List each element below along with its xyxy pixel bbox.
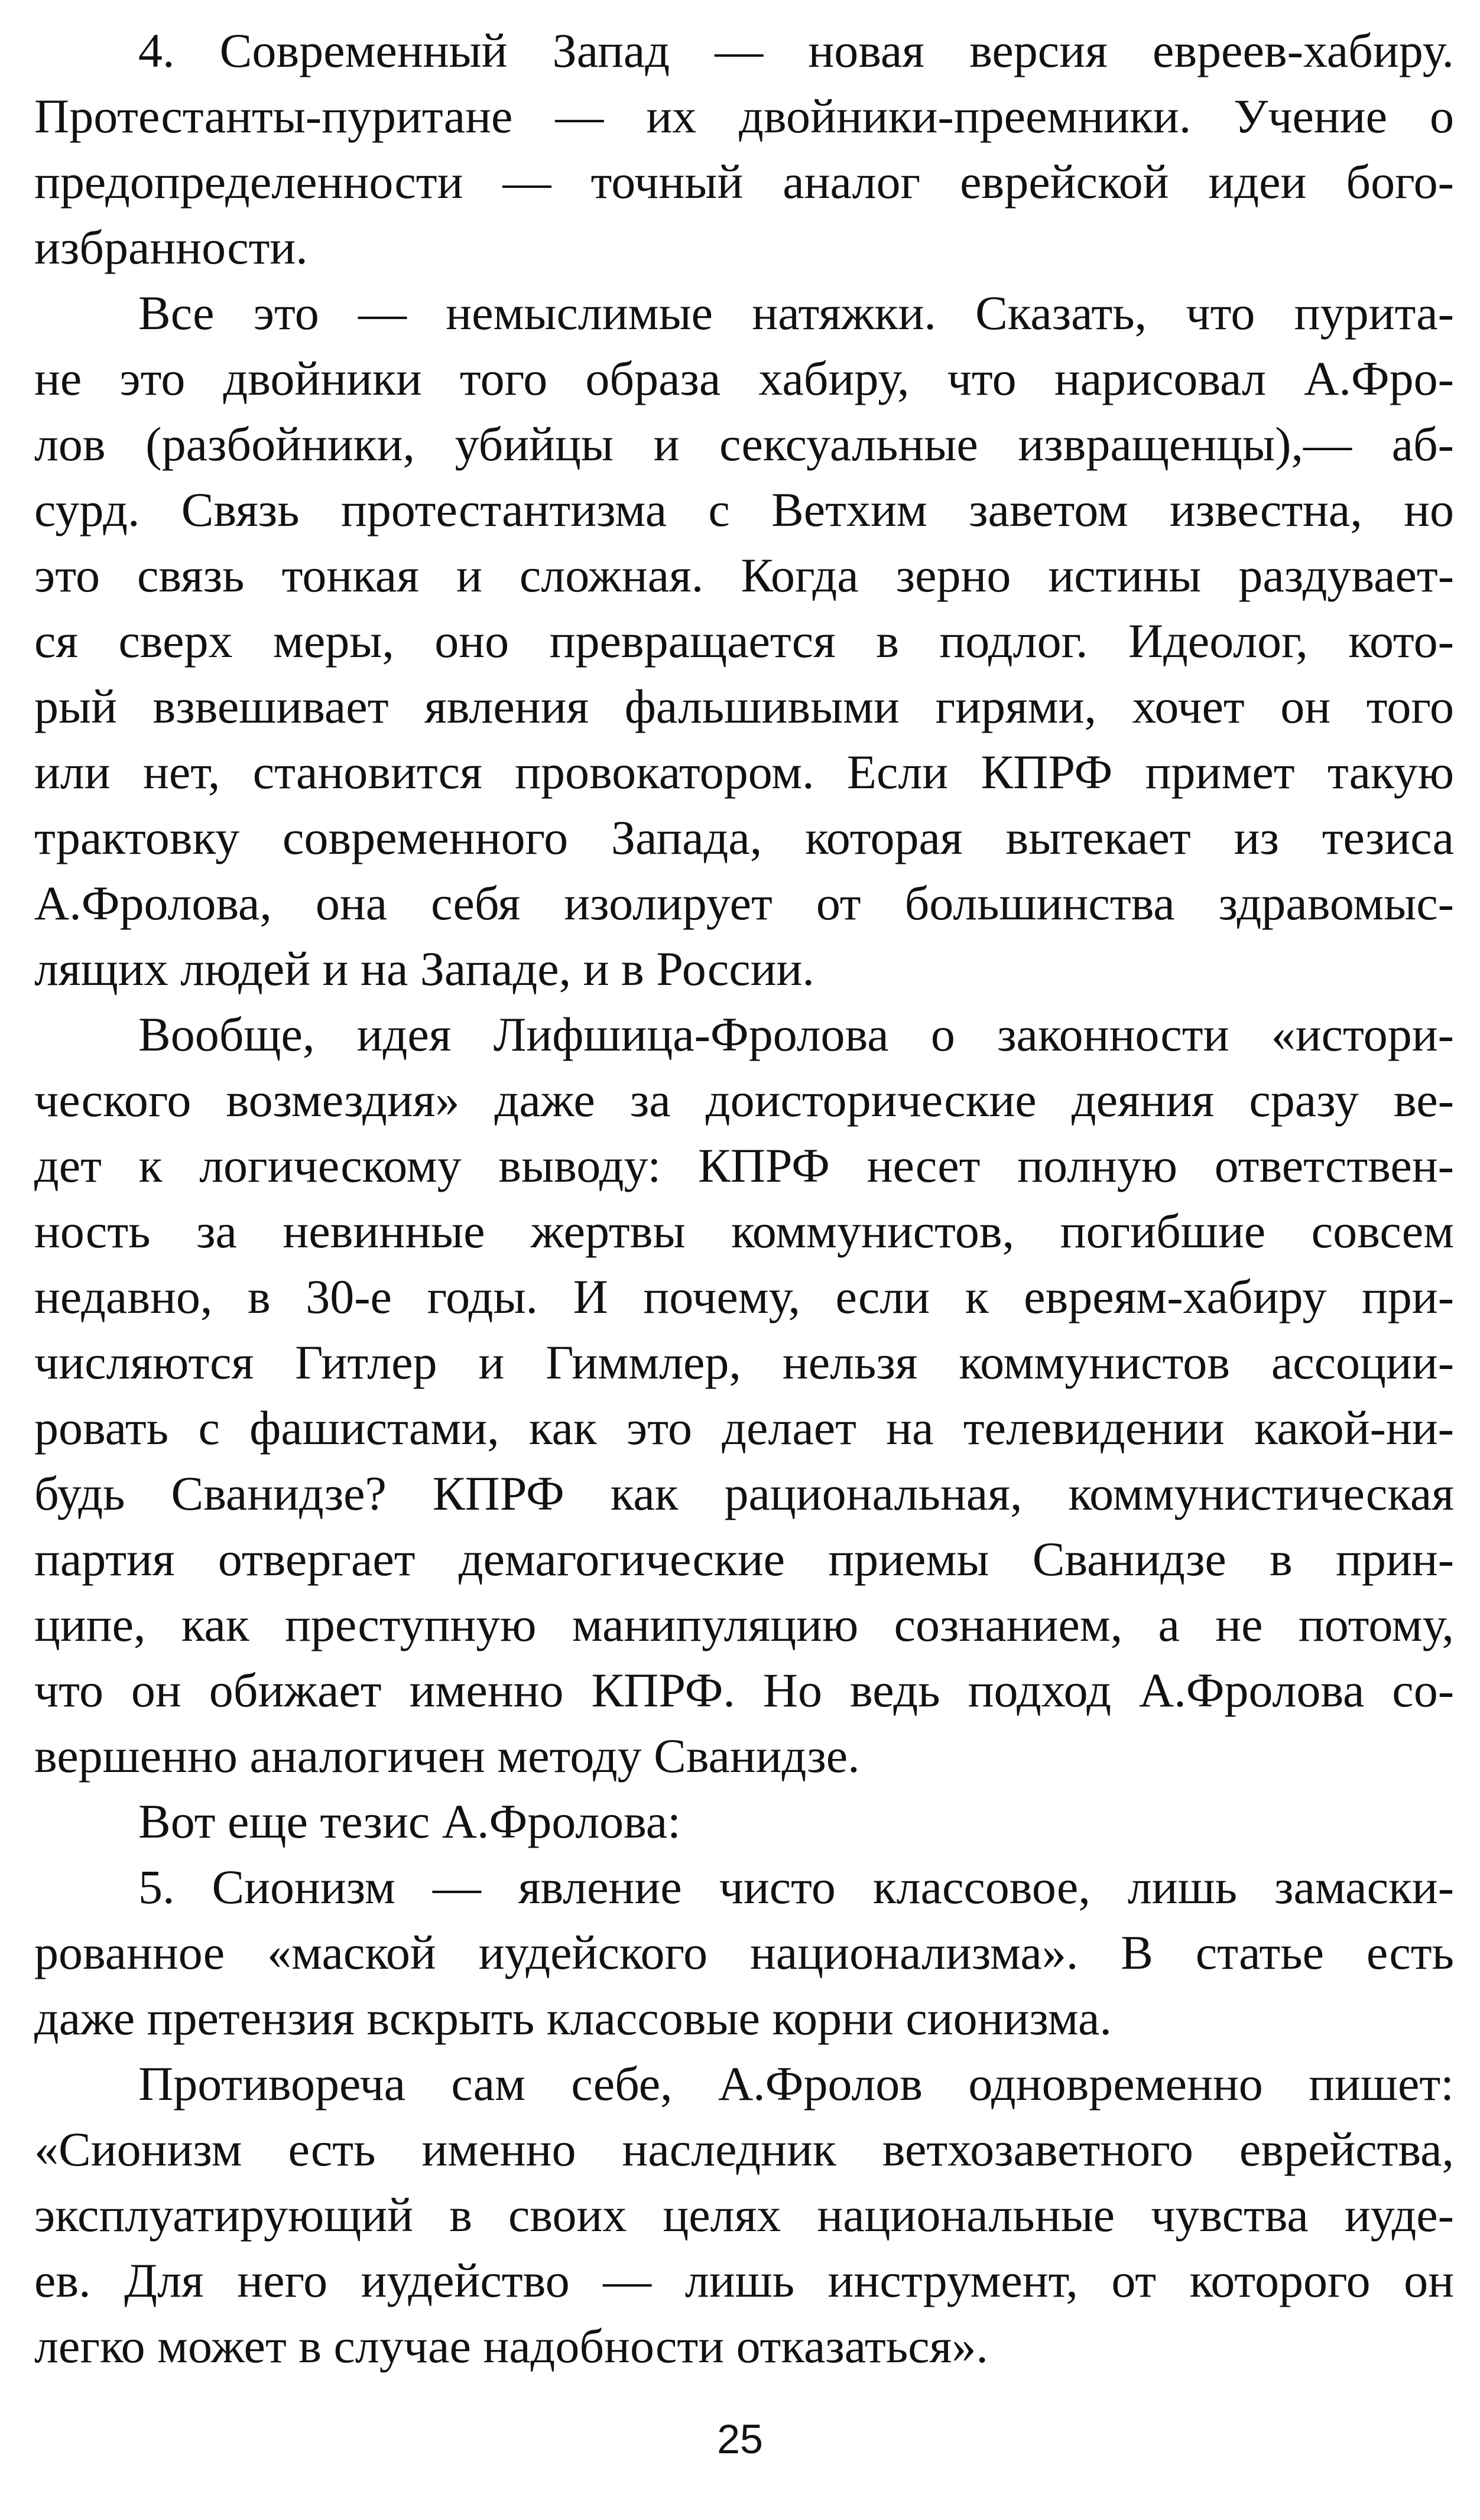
- paragraph: [34, 280, 1454, 1002]
- text-line: дет к логическому выводу: КПРФ несет полную ответствен-: [34, 1139, 1454, 1192]
- book-page: [34, 18, 1454, 2379]
- text-line: Все это — немыслимые натяжки. Сказать, что пурита-: [138, 286, 1454, 340]
- text-line: числяются Гитлер и Гиммлер, нельзя коммунистов ассоции-: [34, 1335, 1454, 1389]
- text-line: предопределенности — точный аналог еврейской идеи бого-: [34, 155, 1454, 209]
- text-line: А.Фролова, она себя изолирует от большинства здравомыс-: [34, 876, 1454, 930]
- text-line: вершенно аналогичен методу Сванидзе.: [34, 1729, 860, 1783]
- text-line: лящих людей и на Западе, и в России.: [34, 942, 814, 996]
- text-line: ческого возмездия» даже за доисторические деяния сразу ве-: [34, 1073, 1454, 1127]
- text-line: рый взвешивает явления фальшивыми гирями, хочет он того: [34, 679, 1454, 733]
- text-line: «Сионизм есть именно наследник ветхозаветного еврейства,: [34, 2122, 1454, 2176]
- text-line: ровать с фашистами, как это делает на телевидении какой-ни-: [34, 1401, 1454, 1455]
- text-line: ся сверх меры, оно превращается в подлог. Идеолог, кото-: [34, 614, 1454, 668]
- paragraph: [34, 2051, 1454, 2379]
- text-line: Противореча сам себе, А.Фролов одновременно пишет:: [138, 2057, 1454, 2111]
- text-line: Вообще, идея Лифшица-Фролова о законности «истори-: [138, 1007, 1454, 1061]
- text-line: ципе, как преступную манипуляцию сознанием, а не потому,: [34, 1598, 1454, 1651]
- text-line: будь Сванидзе? КПРФ как рациональная, коммунистическая: [34, 1467, 1454, 1520]
- text-line: даже претензия вскрыть классовые корни сионизма.: [34, 1991, 1112, 2045]
- text-line: 5. Сионизм — явление чисто классовое, лишь замаски-: [138, 1860, 1454, 1914]
- page-number: 25: [717, 2416, 763, 2462]
- text-line: 4. Современный Запад — новая версия евреев-хабиру.: [138, 24, 1454, 77]
- text-line: эксплуатирующий в своих целях национальные чувства иуде-: [34, 2188, 1454, 2242]
- paragraph: [34, 18, 1454, 280]
- text-line: не это двойники того образа хабиру, что нарисовал А.Фро-: [34, 352, 1454, 405]
- text-line: партия отвергает демагогические приемы Сванидзе в прин-: [34, 1532, 1454, 1586]
- text-line: рованное «маской иудейского национализма». В статье есть: [34, 1926, 1454, 1979]
- text-line: ность за невинные жертвы коммунистов, погибшие совсем: [34, 1204, 1454, 1258]
- text-line: Вот еще тезис А.Фролова:: [138, 1794, 681, 1848]
- text-line: избранности.: [34, 220, 308, 274]
- text-line: трактовку современного Запада, которая вытекает из тезиса: [34, 811, 1454, 864]
- text-line: легко может в случае надобности отказаться».: [34, 2319, 988, 2373]
- text-line: Протестанты-пуритане — их двойники-преемники. Учение о: [34, 89, 1454, 143]
- text-line: недавно, в 30-е годы. И почему, если к евреям-хабиру при-: [34, 1270, 1454, 1324]
- paragraph: [34, 1854, 1454, 2051]
- text-line: ев. Для него иудейство — лишь инструмент, от которого он: [34, 2254, 1454, 2307]
- text-line: что он обижает именно КПРФ. Но ведь подход А.Фролова со-: [34, 1663, 1454, 1717]
- text-line: это связь тонкая и сложная. Когда зерно истины раздувает-: [34, 548, 1454, 602]
- text-line: или нет, становится провокатором. Если КПРФ примет такую: [34, 745, 1454, 799]
- paragraph: [34, 1789, 1454, 1854]
- text-line: лов (разбойники, убийцы и сексуальные извращенцы),— аб-: [34, 417, 1454, 471]
- paragraph: [34, 1002, 1454, 1789]
- text-line: сурд. Связь протестантизма с Ветхим заветом известна, но: [34, 483, 1454, 536]
